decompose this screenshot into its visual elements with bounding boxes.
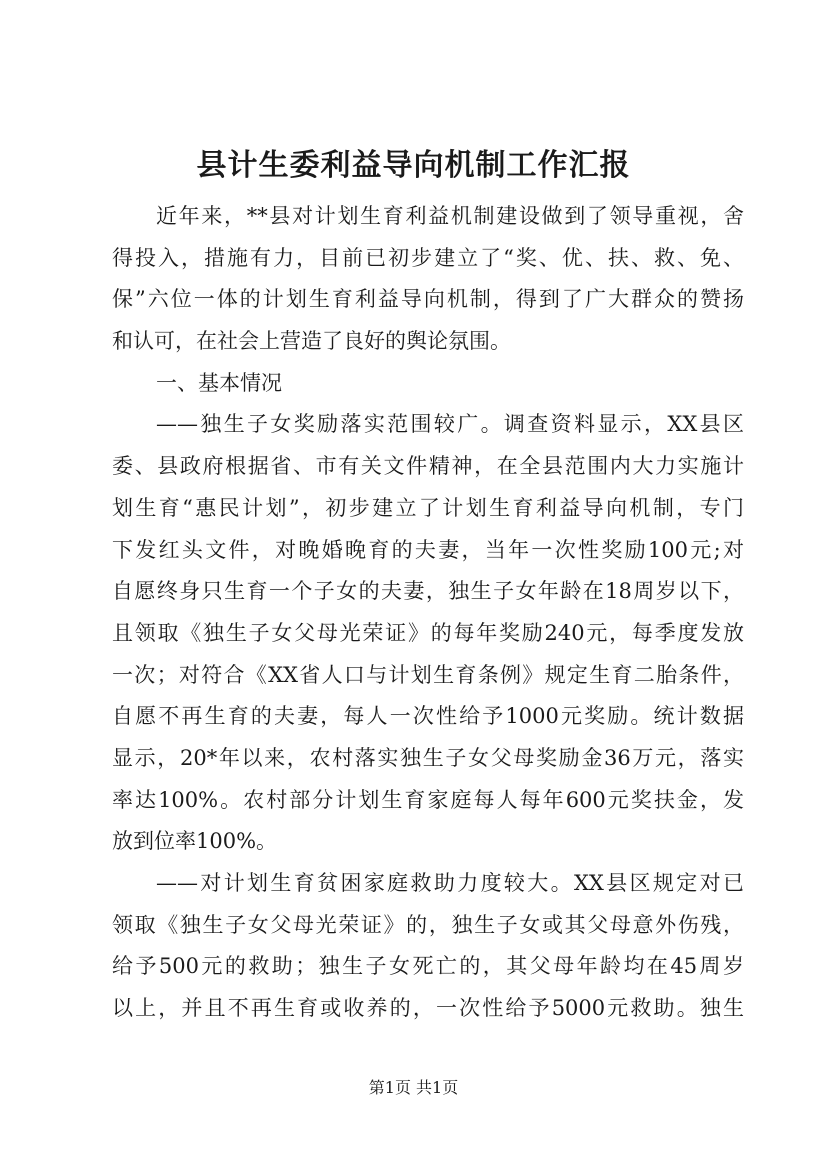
text-line: 和认可，在社会上营造了良好的舆论氛围。 bbox=[112, 329, 511, 354]
document-title: 县计生委利益导向机制工作汇报 bbox=[196, 148, 631, 183]
text-line: 率达100%。农村部分计划生育家庭每人每年600元奖扶金，发 bbox=[112, 787, 744, 812]
text-line: 自愿终身只生育一个子女的夫妻，独生子女年龄在18周岁以下， bbox=[112, 579, 744, 604]
text-line: 自愿不再生育的夫妻，每人一次性给予1000元奖励。统计数据 bbox=[112, 704, 744, 729]
text-line: 一次；对符合《XX省人口与计划生育条例》规定生育二胎条件， bbox=[112, 662, 744, 687]
text-line: 放到位率100%。 bbox=[112, 829, 278, 854]
text-line: 显示，20*年以来，农村落实独生子女父母奖励金36万元，落实 bbox=[112, 745, 744, 770]
text-line: 以上，并且不再生育或收养的，一次性给予5000元救助。独生 bbox=[112, 996, 744, 1021]
text-line: ——对计划生育贫困家庭救助力度较大。XX县区规定对已 bbox=[156, 871, 744, 895]
text-line: 下发红头文件，对晚婚晚育的夫妻，当年一次性奖励100元;对 bbox=[112, 537, 744, 562]
text-line: 领取《独生子女父母光荣证》的，独生子女或其父母意外伤残， bbox=[112, 912, 744, 937]
text-line: 近年来，**县对计划生育利益机制建设做到了领导重视，舍 bbox=[156, 204, 744, 228]
text-line: 得投入，措施有力，目前已初步建立了“奖、优、扶、救、免、 bbox=[112, 245, 744, 270]
text-line: 委、县政府根据省、市有关文件精神，在全县范围内大力实施计 bbox=[112, 454, 744, 479]
text-line: 保”六位一体的计划生育利益导向机制，得到了广大群众的赞扬 bbox=[112, 287, 744, 312]
text-line: 划生育“惠民计划”，初步建立了计划生育利益导向机制，专门 bbox=[112, 495, 744, 520]
text-line: 且领取《独生子女父母光荣证》的每年奖励240元，每季度发放 bbox=[112, 620, 744, 645]
text-line: ——独生子女奖励落实范围较广。调查资料显示，XX县区 bbox=[156, 412, 744, 437]
page-footer: 第1页 共1页 bbox=[368, 1078, 459, 1097]
text-line: 给予500元的救助；独生子女死亡的，其父母年龄均在45周岁 bbox=[112, 954, 744, 979]
document-body bbox=[112, 196, 744, 1030]
text-line: 一、基本情况 bbox=[156, 370, 282, 395]
